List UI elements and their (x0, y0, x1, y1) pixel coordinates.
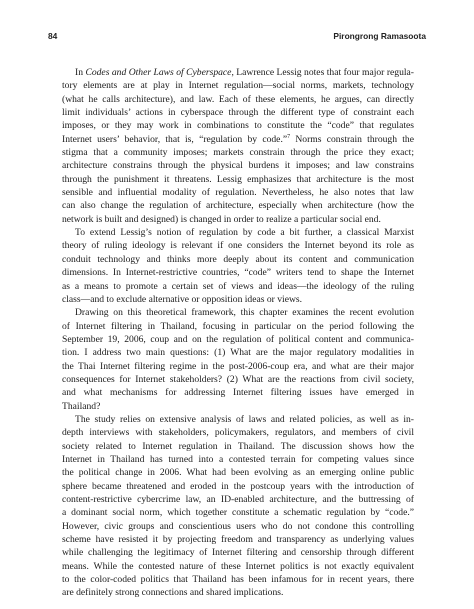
text-line: However, civic groups and conscientious users who do not condone this controlling (62, 520, 414, 532)
text-line: conduit technology and thinks more deeply about its content and communication (62, 253, 414, 265)
text-line: as a means to promote a certain set of views and ideas—the ideology of the ruling (62, 280, 414, 292)
page-number: 84 (48, 31, 58, 41)
text-line: limit individuals’ actions in cyberspace through the different type of constraint each (62, 107, 414, 119)
text-line: depth interviews with stakeholders, policymakers, regulators, and members of civil (62, 427, 414, 439)
text-line: content-restrictive cybercrime law, an ID-enabled architecture, and the buttressing of (62, 494, 414, 505)
text-line: a dominant social norm, which together constitute a schematic regulation by “code.” (62, 507, 414, 519)
text-line: The study relies on extensive analysis of laws and related policies, as well as in- (75, 413, 414, 425)
text-line: are definitely strong connections and shared implications. (62, 587, 284, 599)
text-line: stigma that a community imposes; markets constrain through the price they exact; (62, 147, 414, 159)
body-text (62, 66, 414, 600)
text-line: In Codes and Other Laws of Cyberspace, Lawrence Lessig notes that four major regula- (75, 67, 414, 78)
text-line: Internet users’ behavior, that is, “regulation by code.”$^7$ Norms constrain through the (62, 133, 414, 145)
text-line: Drawing on this theoretical framework, this chapter examines the recent evolution (75, 307, 414, 319)
text-line: can also change the regulation of architecture, especially when architecture (how the (62, 200, 414, 212)
text-line: scheme have resisted it by projecting freedom and transparency as underlying values (62, 534, 414, 546)
text-line: dimensions. In Internet-restrictive countries, “code” writers tend to shape the Internet (62, 267, 414, 279)
text-line: while challenging the legitimacy of Internet filtering and censorship through different (62, 547, 414, 559)
text-line: and what mechanisms for addressing Internet filtering issues have emerged in (62, 387, 414, 399)
text-line: society related to Internet regulation in Thailand. The discussion shows how the (62, 440, 414, 452)
text-line: consequences for Internet stakeholders? (2) What are the reactions from civil society, (62, 373, 414, 385)
text-line: the Thai Internet filtering regime in the post-2006-coup era, and what are their major (62, 360, 414, 372)
text-line: To extend Lessig’s notion of regulation by code a bit further, a classical Marxist (75, 227, 414, 239)
text-line: Thailand? (62, 400, 101, 412)
text-line: imposes, or they may work in combinations to constitute the “code” that regulates (62, 120, 414, 132)
running-header (48, 31, 426, 45)
text-line: network is built and designed) is changed in order to realize a particular social end. (62, 213, 381, 225)
text-line: (what he calls architecture), and law. Each of these elements, he argues, can directly (62, 93, 414, 105)
text-line: tion. I address two main questions: (1) What are the major regulatory modalities in (62, 347, 414, 359)
text-line: architecture constrains through the physical burdens it imposes; and law constrains (62, 160, 414, 172)
text-line: through the punishment it threatens. Lessig emphasizes that architecture is the most (62, 173, 414, 185)
book-title: Codes and Other Laws of Cyberspace (85, 67, 232, 78)
author-running-head: Pirongrong Ramasoota (333, 31, 426, 41)
text-line: sphere became threatened and eroded in the postcoup years with the introduction of (62, 480, 414, 492)
paragraph (62, 66, 414, 226)
text-line: means. While the contested nature of these Internet politics is not exactly equivalent (62, 560, 414, 572)
text-line: September 19, 2006, coup and on the regulation of political content and communica- (62, 333, 414, 345)
footnote-marker[interactable]: 7 (287, 133, 291, 140)
paragraph (62, 413, 414, 600)
text-line: class—and to exclude alternative or opposition ideas or views. (62, 293, 303, 305)
text-line: tory elements are at play in Internet regulation—social norms, markets, technology (62, 80, 414, 92)
text-line: of Internet filtering in Thailand, focusing in particular on the period following the (62, 320, 414, 332)
text-line: theory of ruling ideology is relevant if one considers the Internet beyond its role as (62, 240, 414, 252)
text-line: Internet in Thailand has turned into a contested terrain for competing values since (62, 453, 414, 465)
text-line: to the color-coded politics that Thailand has been infamous for in recent years, there (62, 574, 414, 586)
paragraph (62, 306, 414, 413)
text-line: sensible and influential modality of regulation. Nevertheless, he also notes that law (62, 187, 414, 199)
text-line: the political change in 2006. What had been evolving as an emerging online public (62, 467, 414, 479)
paragraph (62, 226, 414, 306)
